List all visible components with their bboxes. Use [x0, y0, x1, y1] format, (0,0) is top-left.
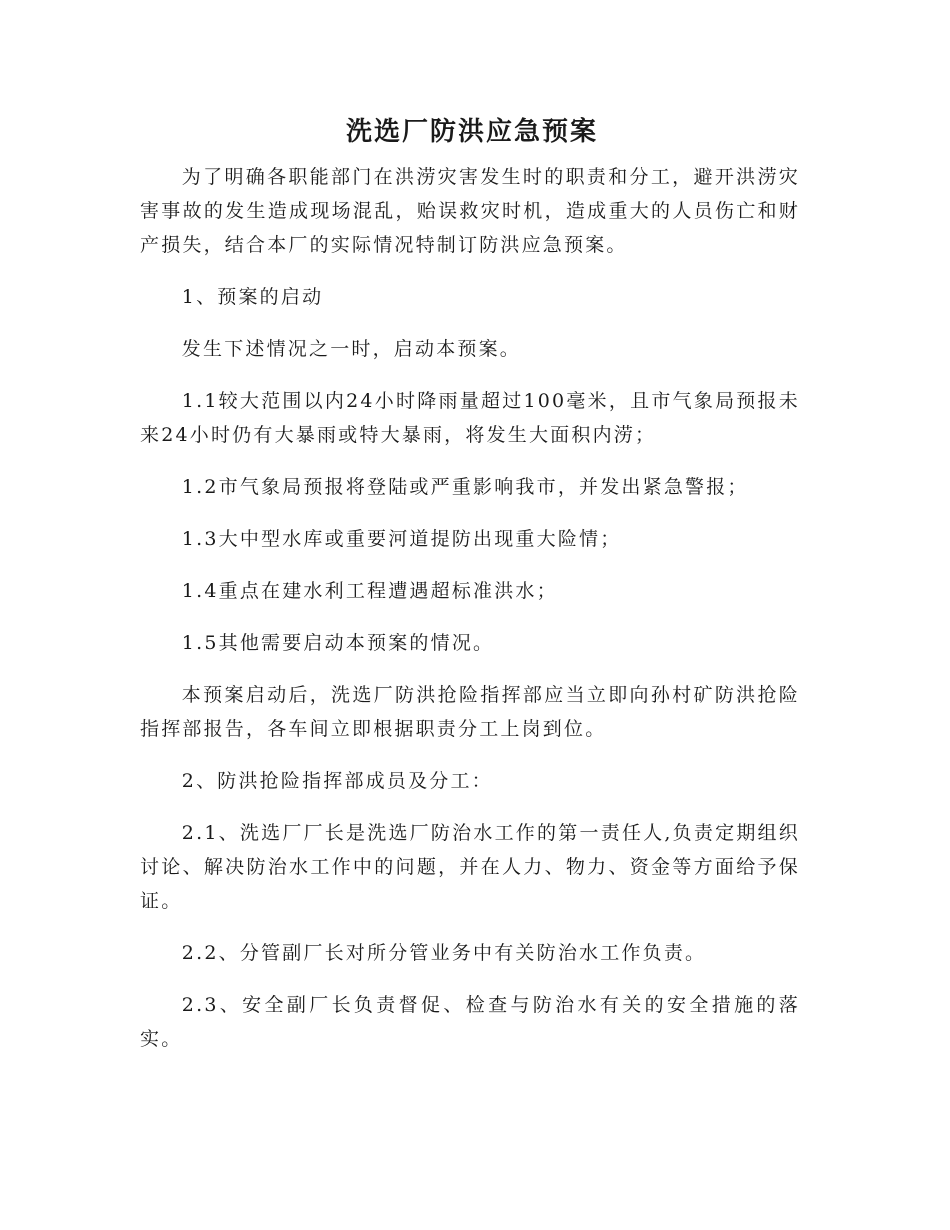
document-body	[140, 112, 800, 1074]
list-item: 1.5其他需要启动本预案的情况。	[181, 632, 495, 654]
list-item: 1.3大中型水库或重要河道提防出现重大险情；	[181, 528, 622, 550]
list-item: 2.3、安全副厂长负责督促、检查与防治水有关的安全措施的落实。	[140, 994, 800, 1050]
paragraph-intro: 为了明确各职能部门在洪涝灾害发生时的职责和分工，避开洪涝灾害事故的发生造成现场混乱，贻误救灾时机，造成重大的人员伤亡和财产损失，结合本厂的实际情况特制订防洪应急预案。	[140, 166, 800, 256]
paragraph: 本预案启动后，洗选厂防洪抢险指挥部应当立即向孙村矿防洪抢险指挥部报告，各车间立即根据职责分工上岗到位。	[140, 684, 800, 740]
list-item: 1.2市气象局预报将登陆或严重影响我市，并发出紧急警报；	[181, 476, 749, 498]
list-item: 1.1较大范围以内24小时降雨量超过100毫米，且市气象局预报未来24小时仍有大暴雨或特大暴雨，将发生大面积内涝；	[140, 390, 800, 446]
list-item: 1.4重点在建水利工程遭遇超标准洪水；	[181, 580, 558, 602]
list-item: 2.1、洗选厂厂长是洗选厂防治水工作的第一责任人,负责定期组织讨论、解决防治水工作中的问题，并在人力、物力、资金等方面给予保证。	[140, 822, 800, 912]
list-item: 2.2、分管副厂长对所分管业务中有关防治水工作负责。	[181, 942, 707, 964]
document-title: 洗选厂防洪应急预案	[345, 117, 598, 147]
section-heading-activation: 1、预案的启动	[181, 286, 324, 308]
section-heading-members: 2、防洪抢险指挥部成员及分工：	[181, 770, 493, 792]
paragraph: 发生下述情况之一时，启动本预案。	[181, 338, 521, 360]
